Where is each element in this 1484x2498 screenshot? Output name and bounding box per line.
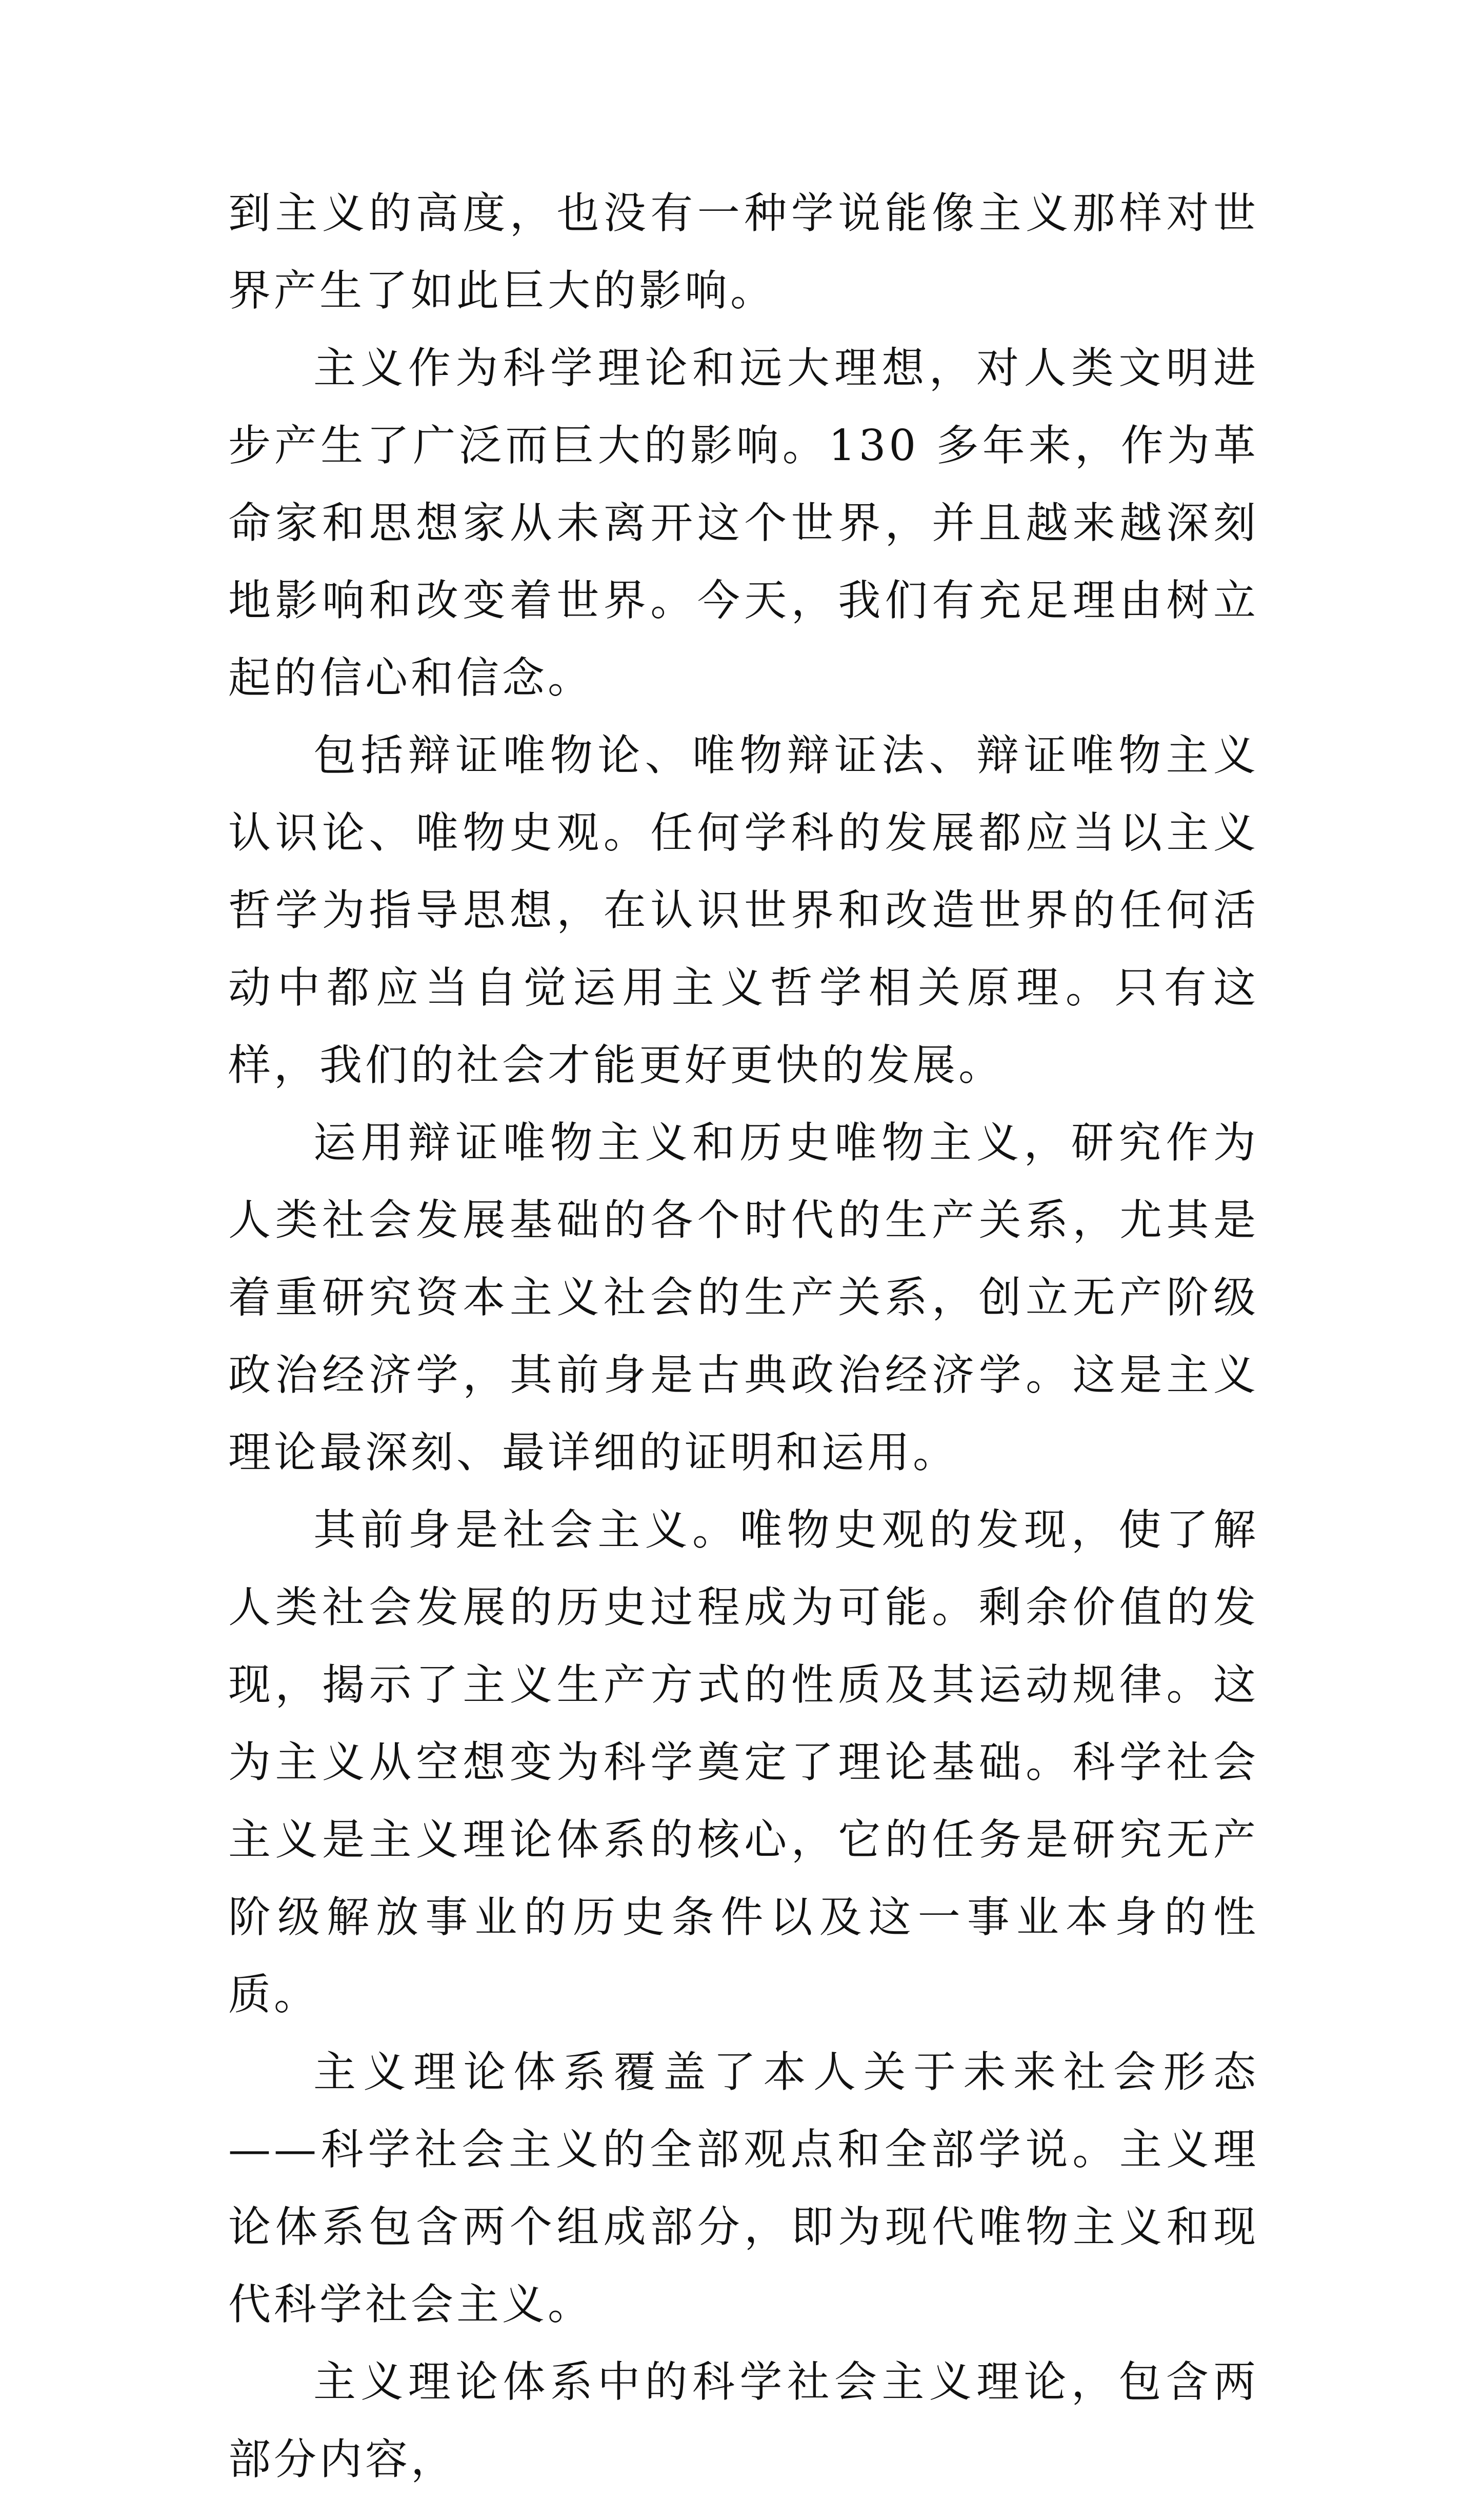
- paragraph-3: 包括辩证唯物论、唯物辩证法、辩证唯物主义认识论、唯物史观。任何学科的发展都应当以主义哲学为指导思想，在认识世界和改造世界的任何活动中都应当自觉运用主义哲学相关原理。只有这样，我们的社会才能更好更快的发展。: [228, 730, 1259, 1090]
- paragraph-2: 主义作为科学理论和远大理想，对人类文明进步产生了广泛而巨大的影响。130 多年来，作为革命家和思想家从未离开这个世界，并且越来越深刻地影响和改变着世界。今天，我们有充足理由树立起的信心和信念。: [228, 343, 1259, 703]
- paragraph-5: 其前身是社会主义。唯物史观的发现，使了解人类社会发展的历史过程成为可能。剩余价值的发现，揭示了主义生产方式的性质及其运动规律。这为主义从空想变为科学奠定了理论基础。科学社会主义是主义理论体系的核心，它的任务是研究无产阶级解放事业的历史条件以及这一事业本身的性质。: [228, 1505, 1259, 2019]
- paragraph-4: 运用辩证唯物主义和历史唯物主义，研究作为人类社会发展基础的各个时代的生产关系，尤其是着重研究资本主义社会的生产关系，创立无产阶级政治经济学，其前身是古典政治经济学。这是主义理论最深刻、最详细的证明和运用。: [228, 1118, 1259, 1477]
- paragraph-7: 主义理论体系中的科学社会主义理论，包含两部分内容，: [228, 2357, 1259, 2484]
- paragraph-1: 到主义的高度，也没有一种学说能像主义那样对世界产生了如此巨大的影响。: [228, 188, 1259, 315]
- body-text: [228, 174, 1259, 2498]
- paragraph-6: 主义理论体系覆盖了本人关于未来社会形态——科学社会主义的全部观点和全部学说。主义理论体系包含两个组成部分，即为现代唯物主义和现代科学社会主义。: [228, 2047, 1259, 2329]
